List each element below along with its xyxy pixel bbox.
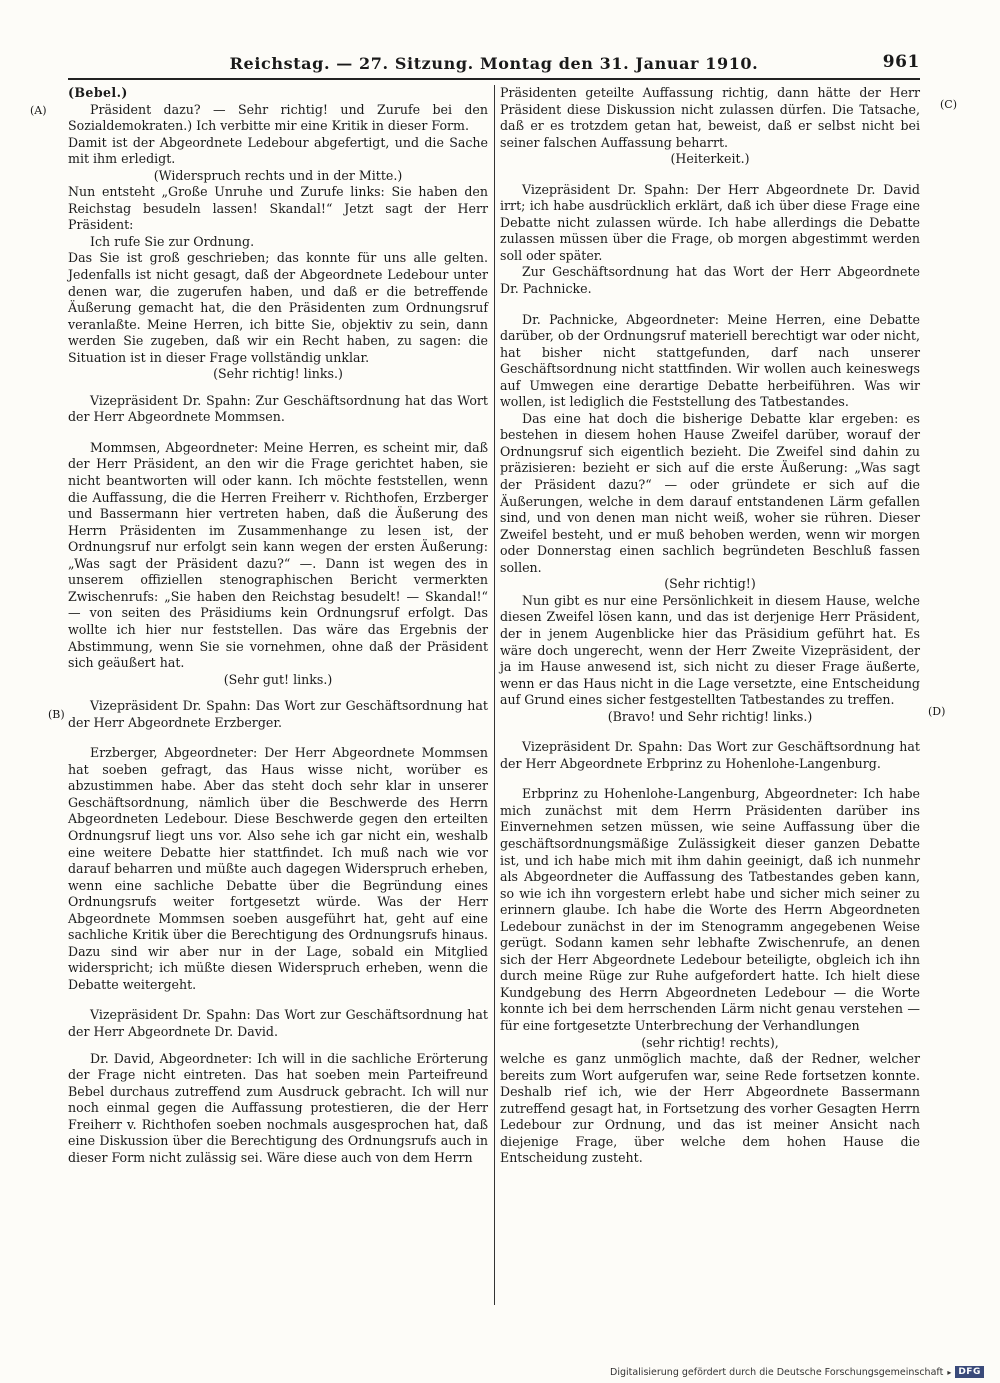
left-paragraph: (Sehr gut! links.) (223, 671, 333, 687)
right-paragraph: (sehr richtig! rechts), (641, 1034, 779, 1050)
left-paragraph: (Sehr richtig! links.) (213, 366, 343, 382)
left-paragraph: Vizepräsident Dr. Spahn: Das Wort zur Geschäftsordnung hat der Herr Abgeordnete Dr. David. (68, 1007, 488, 1039)
right-paragraph: Vizepräsident Dr. Spahn: Der Herr Abgeordnete Dr. David irrt; ich habe ausdrücklich erklärt, daß ich über diese Frage eine Debatte nicht zulassen würde. Ich habe allerdings die Debatte zulassen müssen über die Frage, ob morgen abgestimmt werden soll oder später. (500, 181, 920, 263)
margin-marker-d: (D) (928, 705, 946, 718)
right-paragraph: (Heiterkeit.) (670, 151, 750, 167)
right-paragraph: Das eine hat doch die bisherige Debatte klar ergeben: es bestehen in diesem hohen Hause Zweifel darüber, worauf der Ordnungsruf sich eigentlich bezieht. Die Zweifel sind dahin zu präzisieren: bezieht er sich auf die erste Äußerung: „Was sagt der Präsident dazu?“ — oder gründete er sich auf die Äußerungen, welche in dem darauf entstandenen Lärm gefallen sind, und von denen man nicht weiß, woher sie rühren. Dieser Zweifel besteht, und er muß behoben werden, wenn wir morgen oder Donnerstag einen sachlich begründeten Beschluß fassen sollen. (500, 410, 920, 575)
page-number: 961 (882, 52, 920, 72)
right-paragraph: Erbprinz zu Hohenlohe-Langenburg, Abgeordneter: Ich habe mich zunächst mit dem Herrn Präsidenten darüber ins Einvernehmen setzen müssen, wie seine Auffassung über die geschäftsordnungsmäßige Zulässigkeit dieser ganzen Debatte ist, und ich habe mich mit ihm dahin geeinigt, daß ich nunmehr als Abgeordneter die Auffassung des Tatbestandes geben kann, so wie ich ihn vorgestern erlebt habe und sicher mich seiner zu erinnern glaube. Ich habe die Worte des Herrn Abgeordneten Ledebour zunächst in der im Stenogramm angegebenen Weise gerügt. Sodann kamen sehr lebhafte Zwischenrufe, an denen sich der Herr Abgeordnete Ledebour beteiligte, obgleich ich ihn durch meine Rüge zur Ruhe aufgefordert hatte. Ich hielt diese Kundgebung des Herrn Abgeordneten Ledebour — die Worte konnte ich bei dem herrschenden Lärm nicht genau verstehen — für eine fortgesetzte Unterbrechung der Verhandlungen (500, 786, 920, 1033)
page-header (68, 48, 920, 78)
left-column (68, 85, 488, 1166)
left-paragraph: Mommsen, Abgeordneter: Meine Herren, es scheint mir, daß der Herr Präsident, an den wir die Frage gerichtet haben, sie nicht beantworten will oder kann. Ich möchte feststellen, wenn die Auffassung, die die Herren Freiherr v. Richthofen, Erzberger und Bassermann hier vertreten haben, daß die Äußerung des Herrn Präsidenten im Zusammenhange zu lesen ist, der Ordnungsruf nur erfolgt sein kann wegen der ersten Äußerung: „Was sagt der Präsident dazu?“ —. Dann ist wegen des in unserem offiziellen stenographischen Bericht vermerkten Zwischenrufs: „Sie haben den Reichstag besudelt! — Skandal!“ — von seiten des Präsidiums kein Ordnungsruf erfolgt. Das wollte ich hier nur feststellen. Das wäre das Ergebnis der Abstimmung, wenn Sie sie vornehmen, ohne daß der Präsident sich geäußert hat. (68, 439, 488, 671)
right-paragraph: Zur Geschäftsordnung hat das Wort der Herr Abgeordnete Dr. Pachnicke. (500, 264, 920, 297)
running-title: Reichstag. — 27. Sitzung. Montag den 31. Januar 1910. (229, 53, 759, 73)
left-paragraph: Erzberger, Abgeordneter: Der Herr Abgeordnete Mommsen hat soeben gefragt, das Haus wisse nicht, worüber es abzustimmen habe. Aber das steht doch sehr klar in unserer Geschäftsordnung, nämlich über die Beschwerde des Herrn Abgeordneten Ledebour. Diese Beschwerde gegen den erteilten Ordnungsruf liegt uns vor. Also sehe ich gar nicht ein, weshalb eine weitere Debatte hier stattfindet. Ich muß nach wie vor darauf beharren und müßte auch dagegen Widerspruch erheben, wenn eine sachliche Debatte über die Begründung eines Ordnungsrufs weiter fortgesetzt würde. Was der Herr Abgeordnete Mommsen soeben ausgeführt hat, geht auf eine sachliche Kritik über die Berechtigung des Ordnungsrufs hinaus. Dazu sind wir aber nur in der Lage, sobald ein Mitglied widerspricht; ich müßte diesen Widerspruch erheben, wenn die Debatte weitergeht. (68, 745, 488, 992)
right-paragraph: (Sehr richtig!) (664, 576, 756, 592)
right-paragraph: Präsidenten geteilte Auffassung richtig, dann hätte der Herr Präsident diese Diskussion nicht zulassen dürfen. Die Tatsache, daß er es trotzdem getan hat, beweist, daß er selbst nicht bei seiner falschen Auffassung beharrt. (500, 85, 920, 150)
right-paragraph: Nun gibt es nur eine Persönlichkeit in diesem Hause, welche diesen Zweifel lösen kann, und das ist derjenige Herr Präsident, der in jenem Augenblicke hier das Präsidium geführt hat. Es wäre doch ungerecht, wenn der Herr Zweite Vizepräsident, der ja im Hause anwesend ist, sich nicht zu dieser Frage äußerte, wenn er das Haus nicht in die Lage versetzte, eine Entscheidung auf Grund eines sicher festgestellten Tatbestandes zu treffen. (500, 592, 920, 708)
arrow-icon: ▸ (947, 1367, 952, 1377)
right-paragraph: Dr. Pachnicke, Abgeordneter: Meine Herren, eine Debatte darüber, ob der Ordnungsruf materiell berechtigt war oder nicht, hat bisher nicht stattgefunden, darf nach unserer Geschäftsordnung nicht stattfinden. Wir wollen auch keineswegs auf Umwegen eine derartige Debatte herbeiführen. Was wir wollen, ist lediglich die Feststellung des Tatbestandes. (500, 311, 920, 410)
header-rule (68, 78, 920, 80)
column-divider (494, 85, 495, 1305)
right-paragraph: (Bravo! und Sehr richtig! links.) (607, 708, 813, 724)
left-paragraph: Ich rufe Sie zur Ordnung. (90, 233, 255, 249)
margin-marker-c: (C) (940, 98, 957, 111)
right-paragraph: Vizepräsident Dr. Spahn: Das Wort zur Geschäftsordnung hat der Herr Abgeordnete Erbprinz zu Hohenlohe-Langenburg. (500, 739, 920, 771)
left-paragraph: Dr. David, Abgeordneter: Ich will in die sachliche Erörterung der Frage nicht eintreten. Das hat soeben mein Parteifreund Bebel durchaus zutreffend zum Ausdruck gebracht. Ich will nur noch einmal gegen die Auffassung protestieren, die der Herr Freiherr v. Richthofen soeben nochmals ausgesprochen hat, daß eine Diskussion über die Berechtigung des Ordnungsrufs auch in dieser Form nicht zulässig sei. Wäre diese auch von dem Herrn (68, 1050, 488, 1165)
left-paragraph: (Widerspruch rechts und in der Mitte.) (153, 167, 403, 183)
right-column (500, 85, 920, 1167)
left-paragraph: Präsident dazu? — Sehr richtig! und Zurufe bei den Sozialdemokraten.) Ich verbitte mir eine Kritik in dieser Form. (68, 101, 488, 134)
footer (610, 1365, 990, 1379)
left-paragraph: Nun entsteht „Große Unruhe und Zurufe links: Sie haben den Reichstag besudeln lassen! Skandal!“ Jetzt sagt der Herr Präsident: (68, 184, 488, 233)
margin-marker-b: (B) (48, 708, 65, 721)
margin-marker-a: (A) (30, 104, 47, 117)
left-paragraph: Das Sie ist groß geschrieben; das konnte für uns alle gelten. Jedenfalls ist nicht gesagt, daß der Abgeordnete Ledebour unter denen war, die zugerufen haben, und daß er die betreffende Äußerung gemacht hat, die den Präsidenten zum Ordnungsruf veranlaßte. Meine Herren, ich bitte Sie, objektiv zu sein, dann werden Sie zugeben, daß wir ein Recht haben, zu sagen: die Situation ist in dieser Frage vollständig unklar. (68, 250, 488, 365)
footer-credit: Digitalisierung gefördert durch die Deutsche Forschungsgemeinschaft (610, 1366, 944, 1378)
dfg-logo: DFG (955, 1366, 984, 1378)
right-paragraph: welche es ganz unmöglich machte, daß der Redner, welcher bereits zum Wort aufgerufen war, seine Rede fortsetzen konnte. Deshalb rief ich, wie der Herr Abgeordnete Bassermann zutreffend gesagt hat, in Fortsetzung des vorher Gesagten Herrn Ledebour zur Ordnung, und das ist meiner Ansicht nach diejenige Frage, über welche dem hohen Hause die Entscheidung zusteht. (500, 1051, 920, 1166)
left-paragraph: Vizepräsident Dr. Spahn: Zur Geschäftsordnung hat das Wort der Herr Abgeordnete Mommsen. (68, 392, 488, 425)
left-paragraph: Damit ist der Abgeordnete Ledebour abgefertigt, und die Sache mit ihm erledigt. (68, 134, 488, 167)
left-paragraph: Vizepräsident Dr. Spahn: Das Wort zur Geschäftsordnung hat der Herr Abgeordnete Erzberger. (68, 698, 488, 730)
left-paragraph: (Bebel.) (68, 85, 128, 100)
